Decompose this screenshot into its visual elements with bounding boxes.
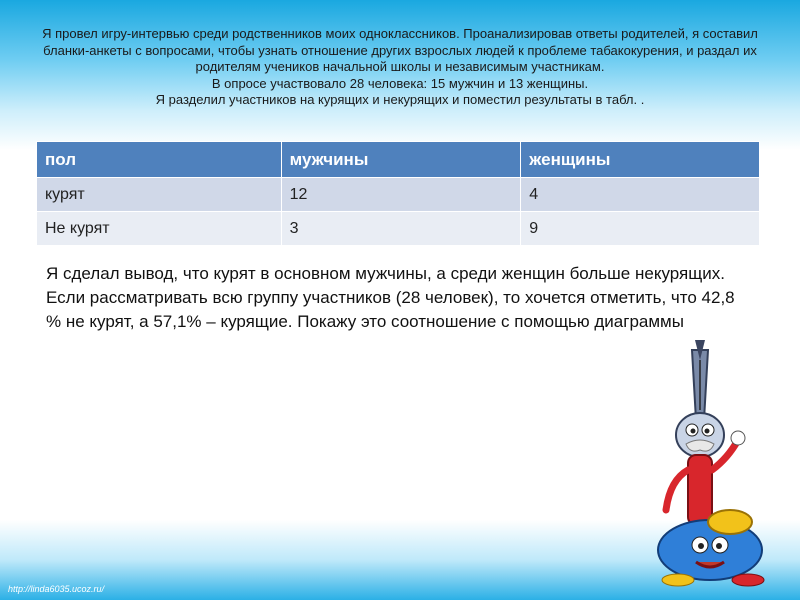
cell-men-nonsmoke: 3 <box>281 212 521 246</box>
header-men: мужчины <box>281 142 521 178</box>
row-label-nonsmoke: Не курят <box>37 212 282 246</box>
table-row <box>37 178 760 212</box>
conclusion-text: Я сделал вывод, что курят в основном мужчины, а среди женщин больше некурящих. Если рассматривать всю группу участников (28 человек), то хочется отметить, что 42,8 % не курят, а 57,1% – курящие. Покажу это соотношение с помощью диаграммы <box>46 264 735 331</box>
header-women: женщины <box>521 142 760 178</box>
footer-url: http://linda6035.ucoz.ru/ <box>8 584 105 594</box>
pen-mascot-illustration <box>600 340 800 590</box>
table-header-row <box>37 142 760 178</box>
intro-paragraph: Я провел игру-интервью среди родственников моих одноклассников. Проанализировав ответы родителей, я составил бланки-анкеты с вопросами, чтобы узнать отношение других взрослых людей к проблеме табакокурения, и раздал их родителям учеников начальной школы и независимым участникам. <box>42 26 758 74</box>
cell-women-smoke: 4 <box>521 178 760 212</box>
row-label-smoke: курят <box>37 178 282 212</box>
cell-men-smoke: 12 <box>281 178 521 212</box>
results-table <box>36 141 760 246</box>
header-gender: пол <box>37 142 282 178</box>
intro-text-block <box>40 26 760 109</box>
intro-table-reference: Я разделил участников на курящих и некурящих и поместил результаты в табл. . <box>155 92 645 107</box>
cell-women-nonsmoke: 9 <box>521 212 760 246</box>
intro-participants: В опросе участвовало 28 человека: 15 мужчин и 13 женщины. <box>211 75 589 91</box>
table-row <box>37 212 760 246</box>
